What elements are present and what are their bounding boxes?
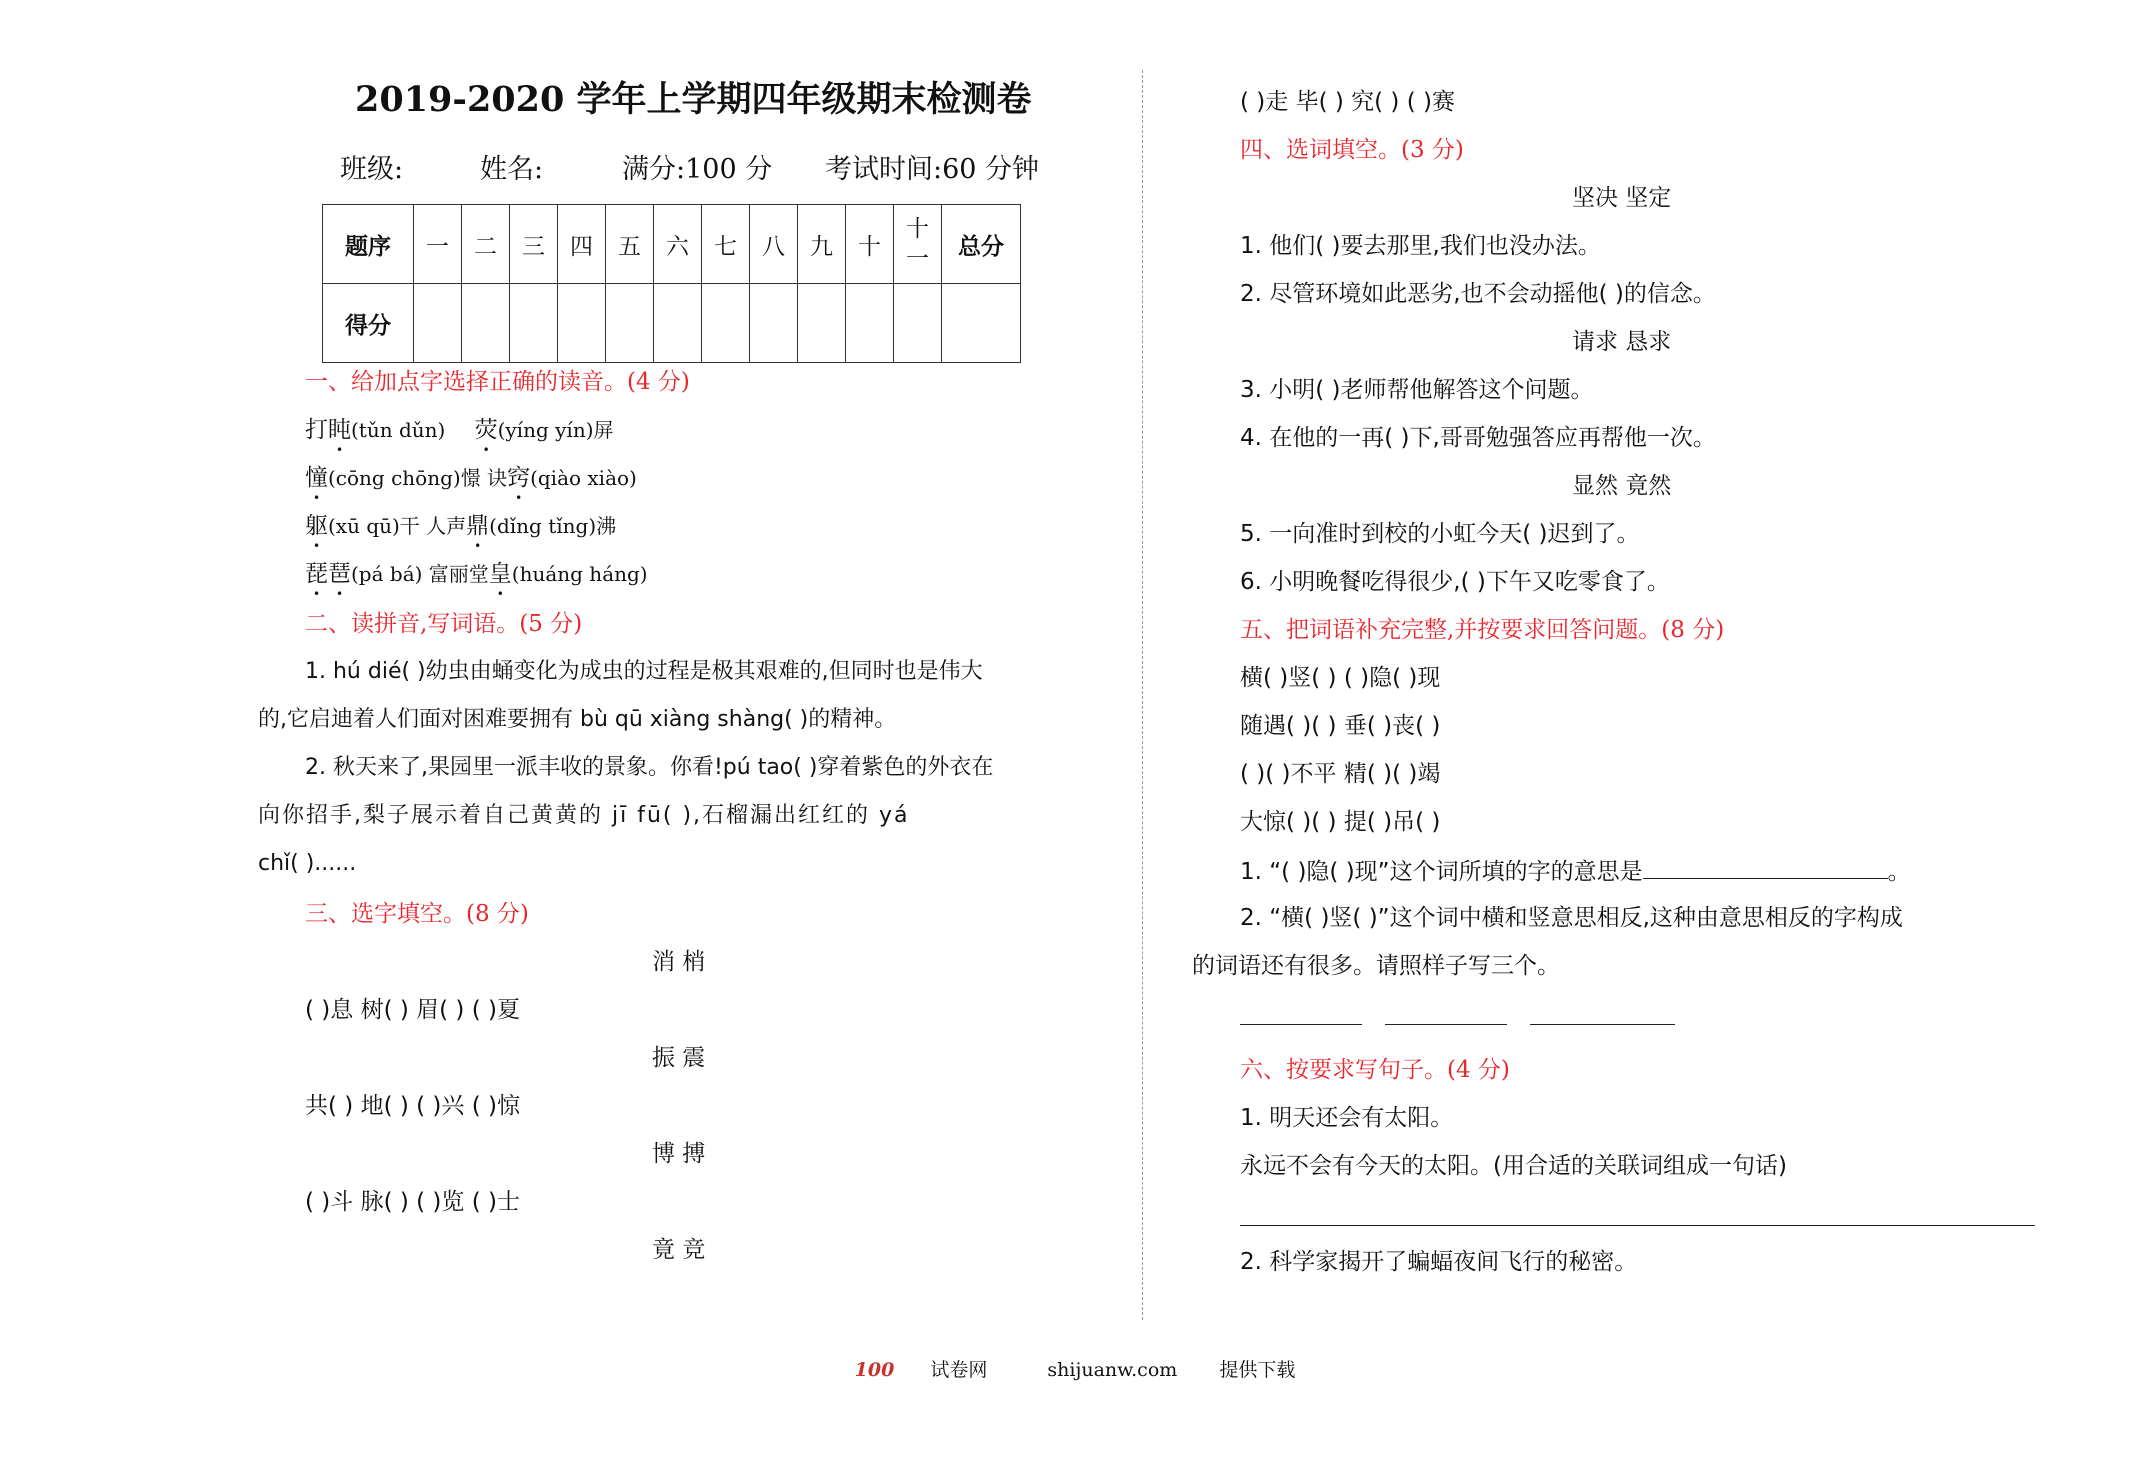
section4-q2: 2. 尽管环境如此恶劣,也不会动摇他( )的信念。 [1240, 281, 1716, 307]
footer-logo-text: 试卷网 [930, 1359, 988, 1381]
section3-heading: 三、选字填空。(8 分) [305, 901, 529, 927]
section1-line-3 [305, 510, 616, 553]
section2-line-2: 的,它启迪着人们面对困难要拥有 bù qū xiàng shàng( )的精神。 [258, 707, 897, 732]
section5-heading: 五、把词语补充完整,并按要求回答问题。(8 分) [1240, 617, 1725, 643]
section4-options-3: 显然 竟然 [1572, 473, 1672, 499]
section3-line-1: ( )息 树( ) 眉( ) ( )夏 [305, 997, 520, 1023]
s1-dotted: 憧 [305, 465, 328, 491]
section1-line-1 [305, 414, 614, 457]
section1-line-4 [305, 558, 648, 601]
s1-text: 打 [305, 417, 328, 443]
s1-dotted: 琵琶 [305, 561, 351, 587]
s1-pinyin: (cōng chōng)憬 诀 [328, 466, 508, 490]
section4-q4: 4. 在他的一再( )下,哥哥勉强答应再帮他一次。 [1240, 425, 1716, 451]
s1-pinyin: (huáng háng) [511, 562, 648, 586]
section6-q2: 2. 科学家揭开了蝙蝠夜间飞行的秘密。 [1240, 1249, 1638, 1275]
s1-dotted: 躯 [305, 513, 328, 539]
s1-pinyin: (pá bá) 富丽堂 [351, 562, 489, 586]
score-table [322, 204, 1021, 363]
score-cell[interactable] [846, 284, 894, 363]
column-divider [1142, 70, 1143, 1320]
score-cell[interactable] [510, 284, 558, 363]
section5-row-1: 横( )竖( ) ( )隐( )现 [1240, 665, 1441, 691]
section5-q1-text: 1. “( )隐( )现”这个词所填的字的意思是 [1240, 859, 1643, 885]
s1-dotted: 鼎 [466, 513, 490, 539]
section1-heading: 一、给加点字选择正确的读音。(4 分) [305, 369, 690, 395]
section2-line-4: 向你招手,梨子展示着自己黄黄的 jī fū( ),石榴漏出红红的 yá [258, 803, 910, 828]
score-col-9: 九 [798, 205, 846, 284]
score-col-10: 十 [846, 205, 894, 284]
class-label: 班级: [340, 154, 404, 185]
score-col-6: 六 [654, 205, 702, 284]
footer-site: shijuanw.com [1047, 1359, 1178, 1381]
footer [0, 1355, 2132, 1382]
section3-line-2: 共( ) 地( ) ( )兴 ( )惊 [305, 1093, 520, 1119]
section4-q1: 1. 他们( )要去那里,我们也没办法。 [1240, 233, 1601, 259]
s1-pinyin: (xū qū)干 人声 [328, 514, 467, 538]
exam-time: 考试时间:60 分钟 [825, 154, 1040, 185]
s1-pinyin: (dǐng tǐng)沸 [489, 514, 617, 538]
s1-pinyin: (yíng yín)屏 [497, 418, 614, 442]
section4-options-2: 请求 恳求 [1572, 329, 1672, 355]
footer-note: 提供下载 [1219, 1359, 1296, 1381]
score-cell[interactable] [654, 284, 702, 363]
score-col-2: 二 [462, 205, 510, 284]
score-col-3: 三 [510, 205, 558, 284]
score-total-label: 总分 [942, 205, 1021, 284]
score-cell[interactable] [414, 284, 462, 363]
section5-q1-end: 。 [1887, 859, 1911, 885]
footer-brand [837, 1359, 1006, 1381]
score-col-1: 一 [414, 205, 462, 284]
score-table-value-row [323, 284, 1021, 363]
section3-line-3: ( )斗 脉( ) ( )览 ( )士 [305, 1189, 520, 1215]
score-cell[interactable] [702, 284, 750, 363]
score-table-row1-label: 题序 [323, 205, 414, 284]
score-cell[interactable] [558, 284, 606, 363]
section3-options-3: 博 搏 [652, 1141, 706, 1167]
answer-line[interactable] [1385, 1024, 1507, 1025]
section4-q6: 6. 小明晚餐吃得很少,( )下午又吃零食了。 [1240, 569, 1670, 595]
score-cell[interactable] [894, 284, 942, 363]
section4-q3: 3. 小明( )老师帮他解答这个问题。 [1240, 377, 1594, 403]
score-cell[interactable] [606, 284, 654, 363]
s1-pinyin: (tǔn dǔn) [351, 418, 446, 442]
score-cell[interactable] [462, 284, 510, 363]
score-col-11-text: 十一 [906, 216, 929, 272]
answer-line[interactable] [1240, 1225, 2035, 1226]
section2-heading: 二、读拼音,写词语。(5 分) [305, 611, 583, 637]
section6-q1b: 永远不会有今天的太阳。(用合适的关联词组成一句话) [1240, 1153, 1787, 1179]
answer-line[interactable] [1240, 1024, 1362, 1025]
section4-heading: 四、选词填空。(3 分) [1240, 137, 1464, 163]
section5-row-4: 大惊( )( ) 提( )吊( ) [1240, 809, 1441, 835]
score-cell[interactable] [942, 284, 1021, 363]
section5-row-3: ( )( )不平 精( )( )竭 [1240, 761, 1441, 787]
section3-options-1: 消 梢 [652, 949, 706, 975]
section2-line-5: chǐ( )...... [258, 851, 357, 876]
section5-q2a: 2. “横( )竖( )”这个词中横和竖意思相反,这种由意思相反的字构成 [1240, 905, 1903, 931]
s1-dotted: 盹 [328, 417, 351, 443]
page-title: 2019-2020 学年上学期四年级期末检测卷 [355, 79, 1032, 120]
footer-logo: 100 [854, 1359, 895, 1381]
s1-dotted: 荧 [474, 417, 498, 443]
score-col-7: 七 [702, 205, 750, 284]
score-cell[interactable] [798, 284, 846, 363]
section4-options-1: 坚决 坚定 [1572, 185, 1672, 211]
s1-dotted: 皇 [488, 561, 512, 587]
section4-q5: 5. 一向准时到校的小虹今天( )迟到了。 [1240, 521, 1640, 547]
section2-line-1: 1. hú dié( )幼虫由蛹变化为成虫的过程是极其艰难的,但同时也是伟大 [305, 659, 983, 684]
section2-line-3: 2. 秋天来了,果园里一派丰收的景象。你看!pú tao( )穿着紫色的外衣在 [305, 755, 994, 780]
s1-pinyin: (qiào xiào) [530, 466, 637, 490]
score-col-11 [894, 205, 942, 284]
section6-q1a: 1. 明天还会有太阳。 [1240, 1105, 1454, 1131]
score-table-row2-label: 得分 [323, 284, 414, 363]
s1-dotted: 窍 [507, 465, 531, 491]
score-col-5: 五 [606, 205, 654, 284]
answer-line[interactable] [1530, 1024, 1675, 1025]
score-cell[interactable] [750, 284, 798, 363]
full-score: 满分:100 分 [622, 154, 773, 185]
score-col-8: 八 [750, 205, 798, 284]
section1-line-2 [305, 462, 637, 505]
section3-options-2: 振 震 [652, 1045, 706, 1071]
score-table-header-row [323, 205, 1021, 284]
section6-heading: 六、按要求写句子。(4 分) [1240, 1057, 1510, 1083]
section3-options-4: 竟 竞 [652, 1237, 706, 1263]
name-label: 姓名: [480, 154, 544, 185]
section5-q2b: 的词语还有很多。请照样子写三个。 [1192, 953, 1560, 979]
section5-row-2: 随遇( )( ) 垂( )丧( ) [1240, 713, 1441, 739]
section3-line-4: ( )走 毕( ) 究( ) ( )赛 [1240, 89, 1455, 115]
score-col-4: 四 [558, 205, 606, 284]
section5-q1 [1240, 854, 1911, 888]
answer-line[interactable] [1643, 854, 1888, 879]
